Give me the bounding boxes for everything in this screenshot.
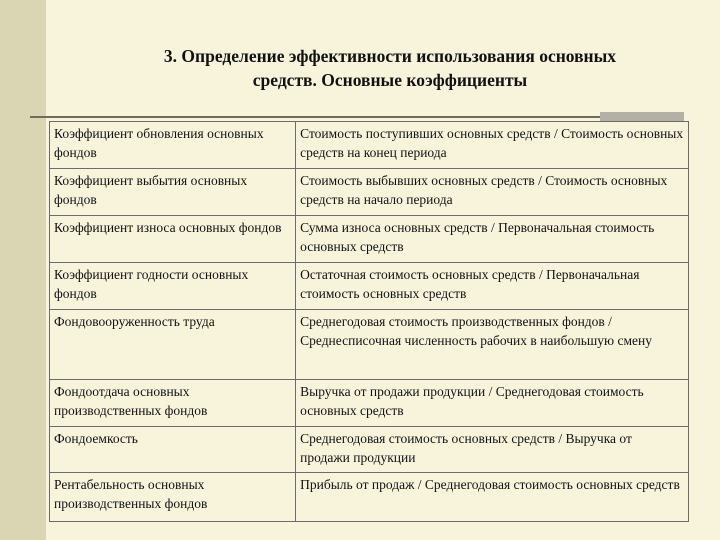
coefficient-formula: Выручка от продажи продукции / Среднегодовая стоимость основных средств bbox=[296, 380, 689, 427]
coefficient-name: Коэффициент годности основных фондов bbox=[50, 263, 296, 310]
coefficient-formula: Среднегодовая стоимость основных средств / Выручка от продажи продукции bbox=[296, 427, 689, 473]
table-row bbox=[50, 122, 689, 169]
title-divider-line bbox=[30, 116, 600, 118]
coefficient-name: Фондоемкость bbox=[50, 427, 296, 473]
coefficient-formula: Стоимость выбывших основных средств / Стоимость основных средств на начало периода bbox=[296, 169, 689, 216]
table-row bbox=[50, 310, 689, 380]
slide-title-line-1: 3. Определение эффективности использования основных bbox=[163, 46, 617, 66]
table-row bbox=[50, 473, 689, 522]
title-divider-accent bbox=[600, 112, 684, 121]
table-row bbox=[50, 263, 689, 310]
coefficient-name: Фондовооруженность труда bbox=[50, 310, 296, 380]
coefficient-formula: Остаточная стоимость основных средств / Первоначальная стоимость основных средств bbox=[296, 263, 689, 310]
slide-title-line-2: средств. Основные коэффициенты bbox=[252, 70, 528, 90]
slide-title bbox=[100, 44, 680, 92]
table-row bbox=[50, 380, 689, 427]
coefficient-formula: Среднегодовая стоимость производственных фондов / Среднесписочная численность рабочих в наибольшую смену bbox=[296, 310, 689, 380]
coefficients-table bbox=[49, 121, 689, 522]
table-row bbox=[50, 427, 689, 473]
coefficient-name: Рентабельность основных производственных фондов bbox=[50, 473, 296, 522]
coefficient-name: Коэффициент износа основных фондов bbox=[50, 216, 296, 263]
coefficient-name: Коэффициент обновления основных фондов bbox=[50, 122, 296, 169]
coefficient-formula: Стоимость поступивших основных средств / Стоимость основных средств на конец периода bbox=[296, 122, 689, 169]
coefficient-name: Фондоотдача основных производственных фондов bbox=[50, 380, 296, 427]
decorative-side-bar bbox=[0, 0, 46, 540]
table-row bbox=[50, 169, 689, 216]
coefficient-formula: Прибыль от продаж / Среднегодовая стоимость основных средств bbox=[296, 473, 689, 522]
table-row bbox=[50, 216, 689, 263]
coefficient-formula: Сумма износа основных средств / Первоначальная стоимость основных средств bbox=[296, 216, 689, 263]
coefficient-name: Коэффициент выбытия основных фондов bbox=[50, 169, 296, 216]
